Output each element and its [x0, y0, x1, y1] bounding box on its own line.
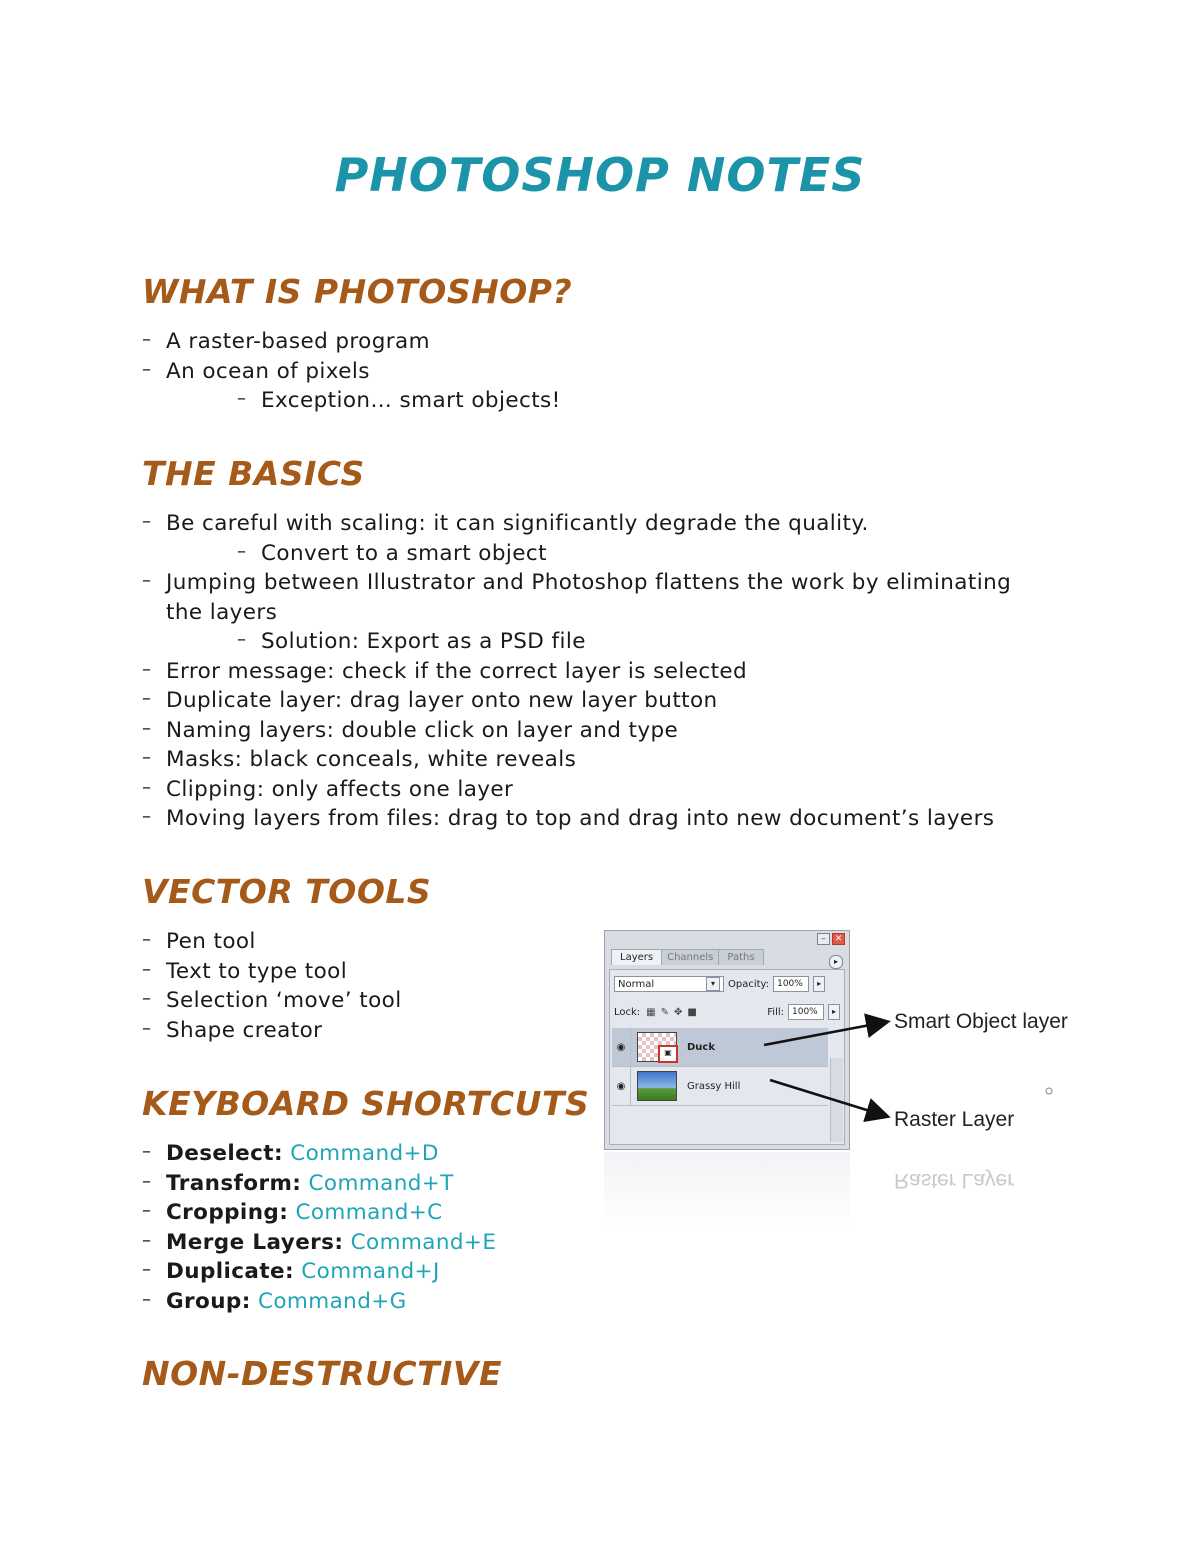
panel-menu-icon: ▸ [829, 955, 843, 969]
list-item: – Shape creator [142, 1016, 402, 1046]
shortcut-term: Duplicate: [166, 1259, 294, 1284]
page-title: PHOTOSHOP NOTES [334, 148, 866, 202]
shortcut-item [142, 1169, 496, 1199]
lock-icon: ■ [687, 1006, 697, 1018]
list-item: – An ocean of pixels [142, 357, 561, 387]
shortcut-keys: Command+E [350, 1229, 497, 1255]
vector-list [142, 927, 402, 1045]
shortcut-item [142, 1228, 496, 1258]
list-item: – Selection ‘move’ tool [142, 986, 402, 1016]
list-item: – Solution: Export as a PSD file [237, 627, 1011, 657]
list-item: – Convert to a smart object [237, 539, 1011, 569]
list-item: – Duplicate layer: drag layer onto new layer button [142, 686, 1011, 716]
chevron-down-icon: ▾ [706, 977, 720, 991]
layer-name: Grassy Hill [687, 1080, 741, 1092]
list-item: – Moving layers from files: drag to top and drag into new document’s layers [142, 804, 1011, 834]
shortcut-keys: Command+C [295, 1200, 443, 1225]
smart-object-icon: ▣ [658, 1045, 678, 1063]
eye-icon: ◉ [612, 1067, 631, 1105]
list-item: – Masks: black conceals, white reveals [142, 745, 1011, 775]
fill-label: Fill: [767, 1006, 784, 1018]
what-is-list [142, 327, 561, 416]
shortcut-term: Cropping: [166, 1200, 289, 1225]
shortcut-item [142, 1257, 496, 1287]
heading-keyboard-shortcuts: KEYBOARD SHORTCUTS [142, 1084, 590, 1123]
shortcut-item [142, 1139, 496, 1169]
raster-arrow-icon [770, 1080, 886, 1116]
callout-raster-layer: Raster Layer [894, 1108, 1015, 1131]
lock-label: Lock: [614, 1006, 641, 1018]
heading-non-destructive: NON-DESTRUCTIVE [142, 1354, 502, 1393]
shortcut-item [142, 1287, 496, 1317]
tab-paths: Paths [718, 949, 763, 965]
callout-raster-reflection: Raster Layer [894, 1169, 1015, 1192]
tab-layers: Layers [611, 949, 662, 965]
shortcut-keys: Command+D [290, 1141, 439, 1166]
shortcut-keys: Command+G [257, 1288, 407, 1314]
heading-what-is-photoshop: WHAT IS PHOTOSHOP? [142, 272, 573, 311]
fill-field: 100% [788, 1004, 824, 1020]
callout-smart-object: Smart Object layer [894, 1010, 1068, 1033]
heading-vector-tools: VECTOR TOOLS [142, 872, 432, 911]
list-item: – Clipping: only affects one layer [142, 775, 1011, 805]
shortcut-term: Deselect: [166, 1141, 283, 1166]
list-item: – A raster-based program [142, 327, 561, 357]
shortcut-term: Transform: [166, 1170, 302, 1196]
heading-the-basics: THE BASICS [142, 454, 365, 493]
list-item-continuation: the layers [166, 599, 278, 625]
fill-arrow-icon: ▸ [828, 1004, 840, 1020]
list-item: – Pen tool [142, 927, 402, 957]
list-item: – Text to type tool [142, 957, 402, 987]
basics-list [142, 509, 1011, 834]
eye-icon: ◉ [612, 1028, 631, 1066]
lock-move-icon: ✥ [674, 1006, 683, 1018]
shortcut-term: Merge Layers: [166, 1229, 344, 1255]
shortcut-keys: Command+J [301, 1259, 440, 1284]
list-item: – Jumping between Illustrator and Photoshop flattens the work by eliminating [142, 568, 1011, 598]
lock-transparency-icon: ▦ [646, 1006, 656, 1018]
shortcut-keys: Command+T [308, 1170, 454, 1196]
opacity-arrow-icon: ▸ [813, 976, 825, 992]
opacity-label: Opacity: [728, 978, 770, 990]
shortcut-item [142, 1198, 496, 1228]
dot-icon [1046, 1088, 1052, 1094]
smart-object-arrow-icon [764, 1022, 886, 1045]
shortcut-term: Group: [166, 1288, 251, 1314]
layer-name: Duck [687, 1041, 715, 1053]
close-icon: ✕ [832, 933, 845, 945]
tab-channels: Channels [658, 949, 722, 965]
list-item: – Be careful with scaling: it can significantly degrade the quality. [142, 509, 1011, 539]
lock-brush-icon: ✎ [660, 1006, 670, 1018]
list-item: – Error message: check if the correct layer is selected [142, 657, 1011, 687]
layers-panel-figure [604, 930, 1084, 1230]
minimize-icon: – [817, 933, 830, 945]
list-item: – Naming layers: double click on layer and type [142, 716, 1011, 746]
shortcuts-list [142, 1139, 496, 1316]
list-item: – Exception… smart objects! [237, 386, 561, 416]
opacity-field: 100% [773, 976, 809, 992]
blend-mode-value: Normal [618, 978, 655, 990]
